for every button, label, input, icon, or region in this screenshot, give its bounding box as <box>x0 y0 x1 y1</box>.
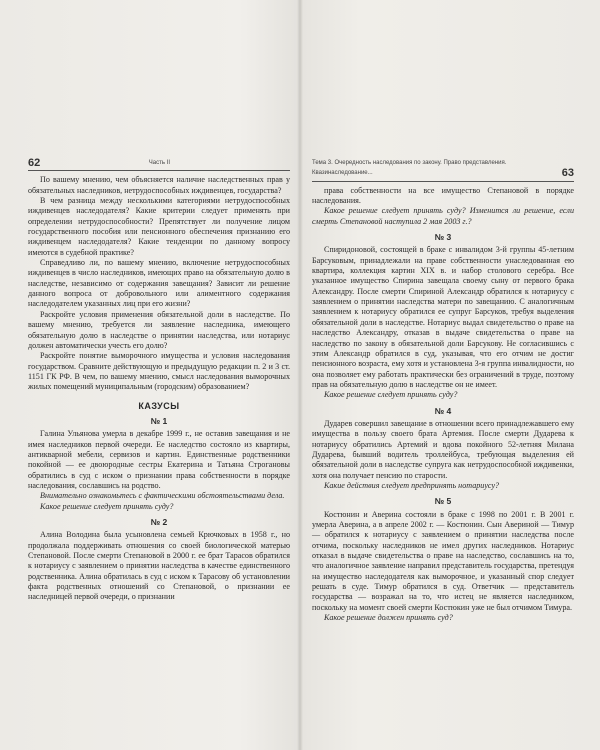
case-question: Какое решение следует принять суду? <box>40 501 174 511</box>
case-question: Какое решение следует принять суду? Изменится ли решение, если смерть Степановой наступила 2 мая 2003 г.? <box>312 206 574 226</box>
case-title: № 1 <box>150 415 168 426</box>
running-head: Часть II <box>148 160 170 166</box>
right-page <box>312 158 574 623</box>
case-title: № 3 <box>434 232 452 243</box>
case-title: № 4 <box>434 405 452 416</box>
paragraph: Раскройте понятие выморочного имущества и условия наследования государством. Сравните действующую и предыдущую редакции п. 2 и 3 ст. 1151 ГК РФ. В чем, по вашему мнению, смысл наследования выморочных жилых помещений муниципальным (городским) образованием? <box>28 351 290 392</box>
case-title: № 2 <box>150 517 168 527</box>
case-question: Внимательно ознакомьтесь с фактическими обстоятельствами дела. <box>40 491 285 501</box>
page-number: 63 <box>561 167 574 180</box>
case-text: Галина Ульянова умерла в декабре 1999 г., не оставив завещания и не имея наследников первой очереди. Ее наследство состояло из квартиры, антикварной мебели, сервизов и картин. Единственные родственники покойной — ее двоюродные сестры Екатерина и Татьяна Строгановы обратились в суд с иском о признании права собственности в порядке наследования, сославшись на родство. <box>28 429 290 490</box>
paragraph: Справедливо ли, по вашему мнению, включение нетрудоспособных иждивенцев в число наследников, имеющих право на обязательную долю в наследстве, независимо от содержания завещания? Зависит ли решение данного вопроса от добровольного или алиментного содержания наследодателем указанных лиц при его жизни? <box>28 258 290 309</box>
case-text: Спиридоновой, состоящей в браке с инвалидом 3-й группы 45-летним Барсуковым, принадлежали на праве собственности унаследованная ею квартира, коллекция картин XIX в. и набор столового серебра. Все указанное имущество Спирина завещала своему сыну от первого брака Александру. После смерти Спириной Александр обратился к нотариусу с заявлением о принятии наследства матери по завещанию. С аналогичным заявлением к нотариусу обратился ее супруг Барсуков, требуя выделения обязательной доли в наследстве. Нотариус выдал свидетельство о праве на наследство Александру, отказав в выдаче свидетельства о праве на наследство по закону в обязательной доли Барсукову. Не согласившись с этим Александр обратился в суд, указывая, что его отчим не достиг пенсионного возраста, ему хотя и установлена 3-я группа инвалидности, но она позволяет ему работать практически без ограничений в труде, поэтому прав на обязательную долю в наследстве он не имеет. <box>312 245 574 389</box>
case-text: Дударев совершил завещание в отношении всего принадлежавшего ему имущества в пользу своего брата Артемия. После смерти Дударева к нотариусу обратились Артемий и вдова покойного 52-летняя Милана Дударева, бывший водитель троллейбуса, требующая выделения ей обязательной доли в наследстве супруга как нетрудоспособной иждивенки, хотя она получает пенсию по старости. <box>312 418 574 480</box>
case-text: Алина Володина была усыновлена семьей Крючковых в 1958 г., но продолжала поддерживать отношения со своей биологической матерью Степановой. После смерти Степановой в 2000 г. ее брат Тарасов обратился к нотариусу с заявлением о принятии наследства в качестве единственного родственника. Алина обратилась в суд с иском к Тарасову об установлении факта родственных отношений со Степановой, о признании ее наследницей первой очереди, о признании <box>28 530 290 602</box>
running-head: Тема 3. Очередность наследования по закону. Право представления. Квазинаследование... <box>312 160 507 177</box>
paragraph: Раскройте условия применения обязательной доли в наследстве. По вашему мнению, требуется ли заявление наследника, имеющего обязательную долю в наследстве о принятии наследства, или нотариус должен автоматически учесть его долю? <box>28 309 290 350</box>
case-question: Какое решение должен принять суд? <box>324 613 453 623</box>
left-page <box>28 158 290 603</box>
section-title: КАЗУСЫ <box>138 400 180 411</box>
paragraph: В чем разница между несколькими категориями нетрудоспособных иждивенцев наследодателя? Какие критерии следует применять при определении нетрудоспособности? Препятствует ли получение лицом государственного пособия или пенсионного обеспечения признанию его иждивенцем наследодателя? Какие тенденции по данному вопросу имеются в судебной практике? <box>28 196 290 257</box>
paragraph: По вашему мнению, чем объясняется наличие наследственных прав у обязательных наследников, нетрудоспособных иждивенцев, государства? <box>28 175 290 195</box>
case-text: Костюнин и Аверина состояли в браке с 1998 по 2001 г. В 2001 г. умерла Аверина, а в апреле 2002 г. — Костюнин. Сын Авериной — Тимур — обратился к нотариусу с заявлением о принятии наследства после отчима, поскольку наследников не имел других наследников. Нотариус отказал в выдаче свидетельства о праве на наследство, сославшись на то, что аналогичное заявление направил представитель государства, претендуя на имущество наследодателя как выморочное, и указанный спор следует решать в суде. Тимур обратился в суд. Ответчик — представитель государства — возражал на то, что истец не является наследником, поскольку на момент своей смерти Костюкин уже не был отчимом Тимура. <box>312 509 574 612</box>
left-page-header <box>28 158 290 171</box>
page-number: 62 <box>28 157 41 169</box>
case-title: № 5 <box>434 496 452 507</box>
paragraph: права собственности на все имущество Степановой в порядке наследования. <box>312 185 574 206</box>
case-question: Какие действия следует предпринять нотариусу? <box>324 480 500 490</box>
case-question: Какое решение следует принять суду? <box>324 390 458 400</box>
right-page-header <box>312 158 574 182</box>
